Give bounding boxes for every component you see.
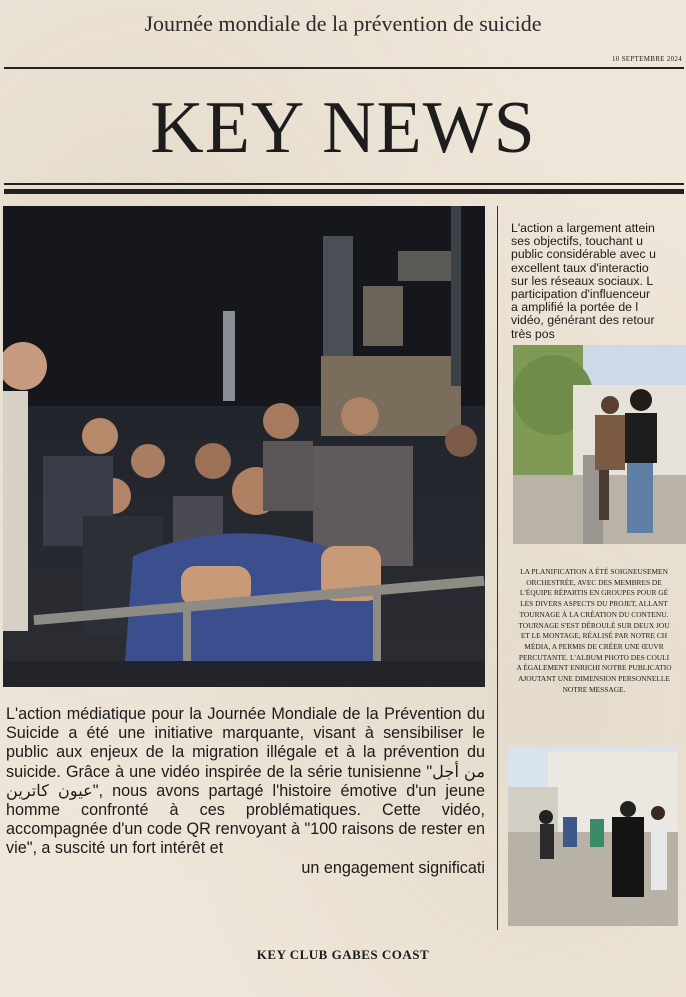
article-paragraph: L'action médiatique pour la Journée Mondiale de la Prévention du Suicide a été une initiative marquante, visant à sensibiliser le public aux enjeux de la migration illégale et à la prévention du suicide. Grâce à une vidéo inspirée de la série tunisienne "من أجل عيون كاترين", nous avons partagé l'histoire émotive d'un jeune homme confronté à ces problématiques. Cette vidéo, accompagnée d'un code QR renvoyant à "100 raisons de rester en vie", a suscité un fort intérêt et — [6, 705, 485, 858]
sidebar-line: L'ÉQUIPE RÉPARTIS EN GROUPES POUR GÉ — [519, 588, 669, 598]
sidebar-line: TOURNAGE À LA CRÉATION DU CONTENU. — [519, 609, 669, 619]
issue-date: 10 SEPTEMBRE 2024 — [611, 55, 682, 63]
sidebar-line: participation d'influenceur — [511, 287, 651, 302]
masthead-title: KEY NEWS — [150, 87, 536, 169]
sidebar-line: excellent taux d'interactio — [511, 260, 649, 275]
masthead-rule-thin — [4, 183, 684, 185]
main-photo — [3, 206, 485, 687]
sidebar-line: ses objectifs, touchant u — [511, 234, 643, 249]
sidebar-line: MÉDIA, A PERMIS DE CRÉER UNE ŒUVR — [524, 641, 664, 651]
article-ending: un engagement significati — [301, 858, 485, 877]
sidebar-planning — [498, 567, 686, 695]
article-body — [6, 705, 485, 878]
sidebar-photo-filming — [513, 345, 686, 544]
sidebar-line: très pos — [511, 326, 555, 341]
sidebar-line: NOTRE MESSAGE. — [562, 684, 626, 694]
sidebar-line: a amplifié la portée de l — [511, 300, 639, 315]
sidebar-line: AJOUTANT UNE DIMENSION PERSONNELLE — [518, 674, 670, 684]
sidebar-line: sur les réseaux sociaux. L — [511, 273, 654, 288]
sidebar-line: LES DIVERS ASPECTS DU PROJET, ALLANT — [520, 599, 668, 609]
masthead-rule-thick — [4, 189, 684, 194]
edition-subtitle: Journée mondiale de la prévention de suicide — [144, 11, 542, 36]
sidebar-line: public considérable avec u — [511, 247, 656, 262]
sidebar-line: vidéo, générant des retour — [511, 313, 655, 328]
top-rule — [4, 67, 684, 69]
sidebar-line: LA PLANIFICATION A ÉTÉ SOIGNEUSEMEN — [520, 567, 668, 576]
sidebar-intro — [511, 222, 686, 341]
sidebar-line: L'action a largement attein — [511, 222, 655, 235]
club-signature: KEY CLUB GABES COAST — [256, 947, 430, 962]
sidebar-line: A ÉGALEMENT ENRICHI NOTRE PUBLICATIO — [516, 663, 672, 673]
sidebar-line: TOURNAGE S'EST DÉROULÉ SUR DEUX JOU — [518, 620, 670, 630]
sidebar-line: ET LE MONTAGE, RÉALISÉ PAR NOTRE CH — [520, 631, 668, 641]
sidebar-photo-street — [508, 747, 678, 926]
sidebar-line: PERCUTANTE. L'ALBUM PHOTO DES COULI — [518, 652, 670, 662]
sidebar-line: ORCHESTRÉE, AVEC DES MEMBRES DE — [526, 577, 662, 587]
